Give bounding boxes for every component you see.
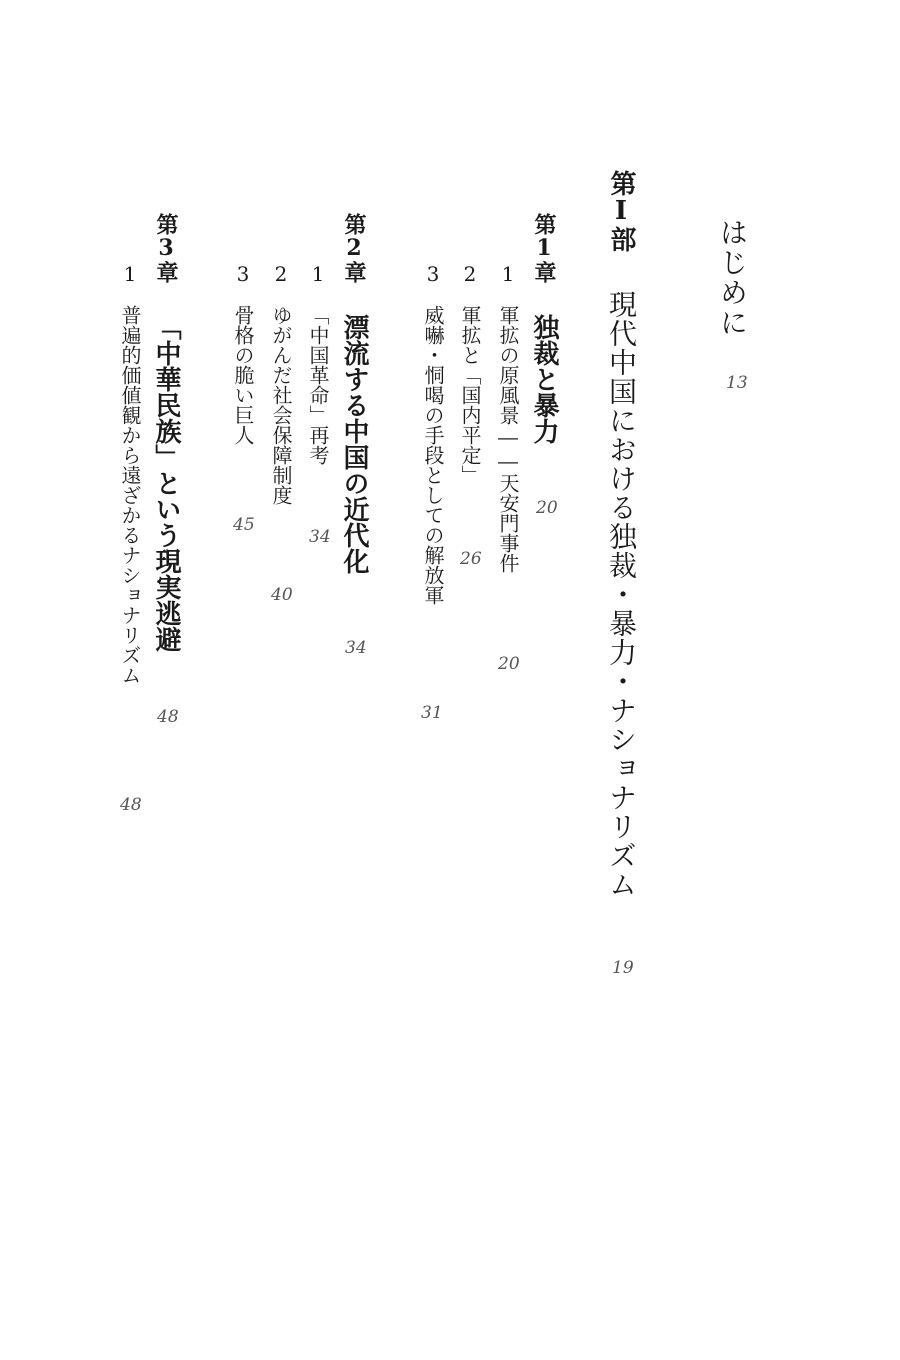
- intro-page-number: 13: [726, 373, 748, 393]
- chapter3-page-number: 48: [157, 707, 179, 727]
- ch2-sec3-page-number: 45: [233, 515, 255, 535]
- ch1-sec3-title: 威嚇・恫喝の手段としての解放軍: [421, 305, 445, 605]
- ch2-sec3-title: 骨格の脆い巨人: [231, 305, 255, 445]
- ch2-sec2-title: ゆがんだ社会保障制度: [269, 305, 293, 505]
- part1-page-number: 19: [612, 958, 634, 978]
- ch1-sec1-number: 1: [496, 262, 520, 286]
- ch2-sec1-title: 「中国革命」再考: [306, 305, 330, 465]
- ch3-sec1-number: 1: [118, 262, 142, 286]
- chapter1-page-number: 20: [536, 498, 558, 518]
- ch1-sec3-page-number: 31: [421, 703, 443, 723]
- part1-title: 現代中国における独裁・暴力・ナショナリズム: [605, 290, 638, 899]
- ch2-sec3-number: 3: [231, 262, 255, 286]
- ch1-sec1-page-number: 20: [498, 654, 520, 674]
- ch3-sec1-title: 普遍的価値観から遠ざかるナショナリズム: [118, 305, 142, 685]
- ch1-sec2-number: 2: [458, 262, 482, 286]
- ch2-sec1-page-number: 34: [309, 527, 331, 547]
- chapter2-page-number: 34: [345, 638, 367, 658]
- chapter2-label: 第2章: [341, 213, 367, 283]
- chapter2-title: 漂流する中国の近代化: [339, 314, 369, 574]
- chapter3-label: 第3章: [153, 213, 179, 283]
- ch2-sec1-number: 1: [306, 262, 330, 286]
- chapter3-title: 「中華民族」という現実逃避: [151, 314, 181, 652]
- ch1-sec2-page-number: 26: [460, 549, 482, 569]
- ch2-sec2-page-number: 40: [271, 585, 293, 605]
- ch1-sec1-title: 軍拡の原風景――天安門事件: [496, 305, 520, 573]
- ch1-sec2-title: 軍拡と「国内平定」: [458, 305, 482, 485]
- part1-label: 第Ⅰ部: [606, 170, 636, 252]
- chapter1-label: 第1章: [531, 213, 557, 283]
- ch2-sec2-number: 2: [269, 262, 293, 286]
- chapter1-title: 独裁と暴力: [529, 314, 559, 444]
- ch3-sec1-page-number: 48: [120, 795, 142, 815]
- ch1-sec3-number: 3: [421, 262, 445, 286]
- intro-title: はじめに: [716, 218, 749, 338]
